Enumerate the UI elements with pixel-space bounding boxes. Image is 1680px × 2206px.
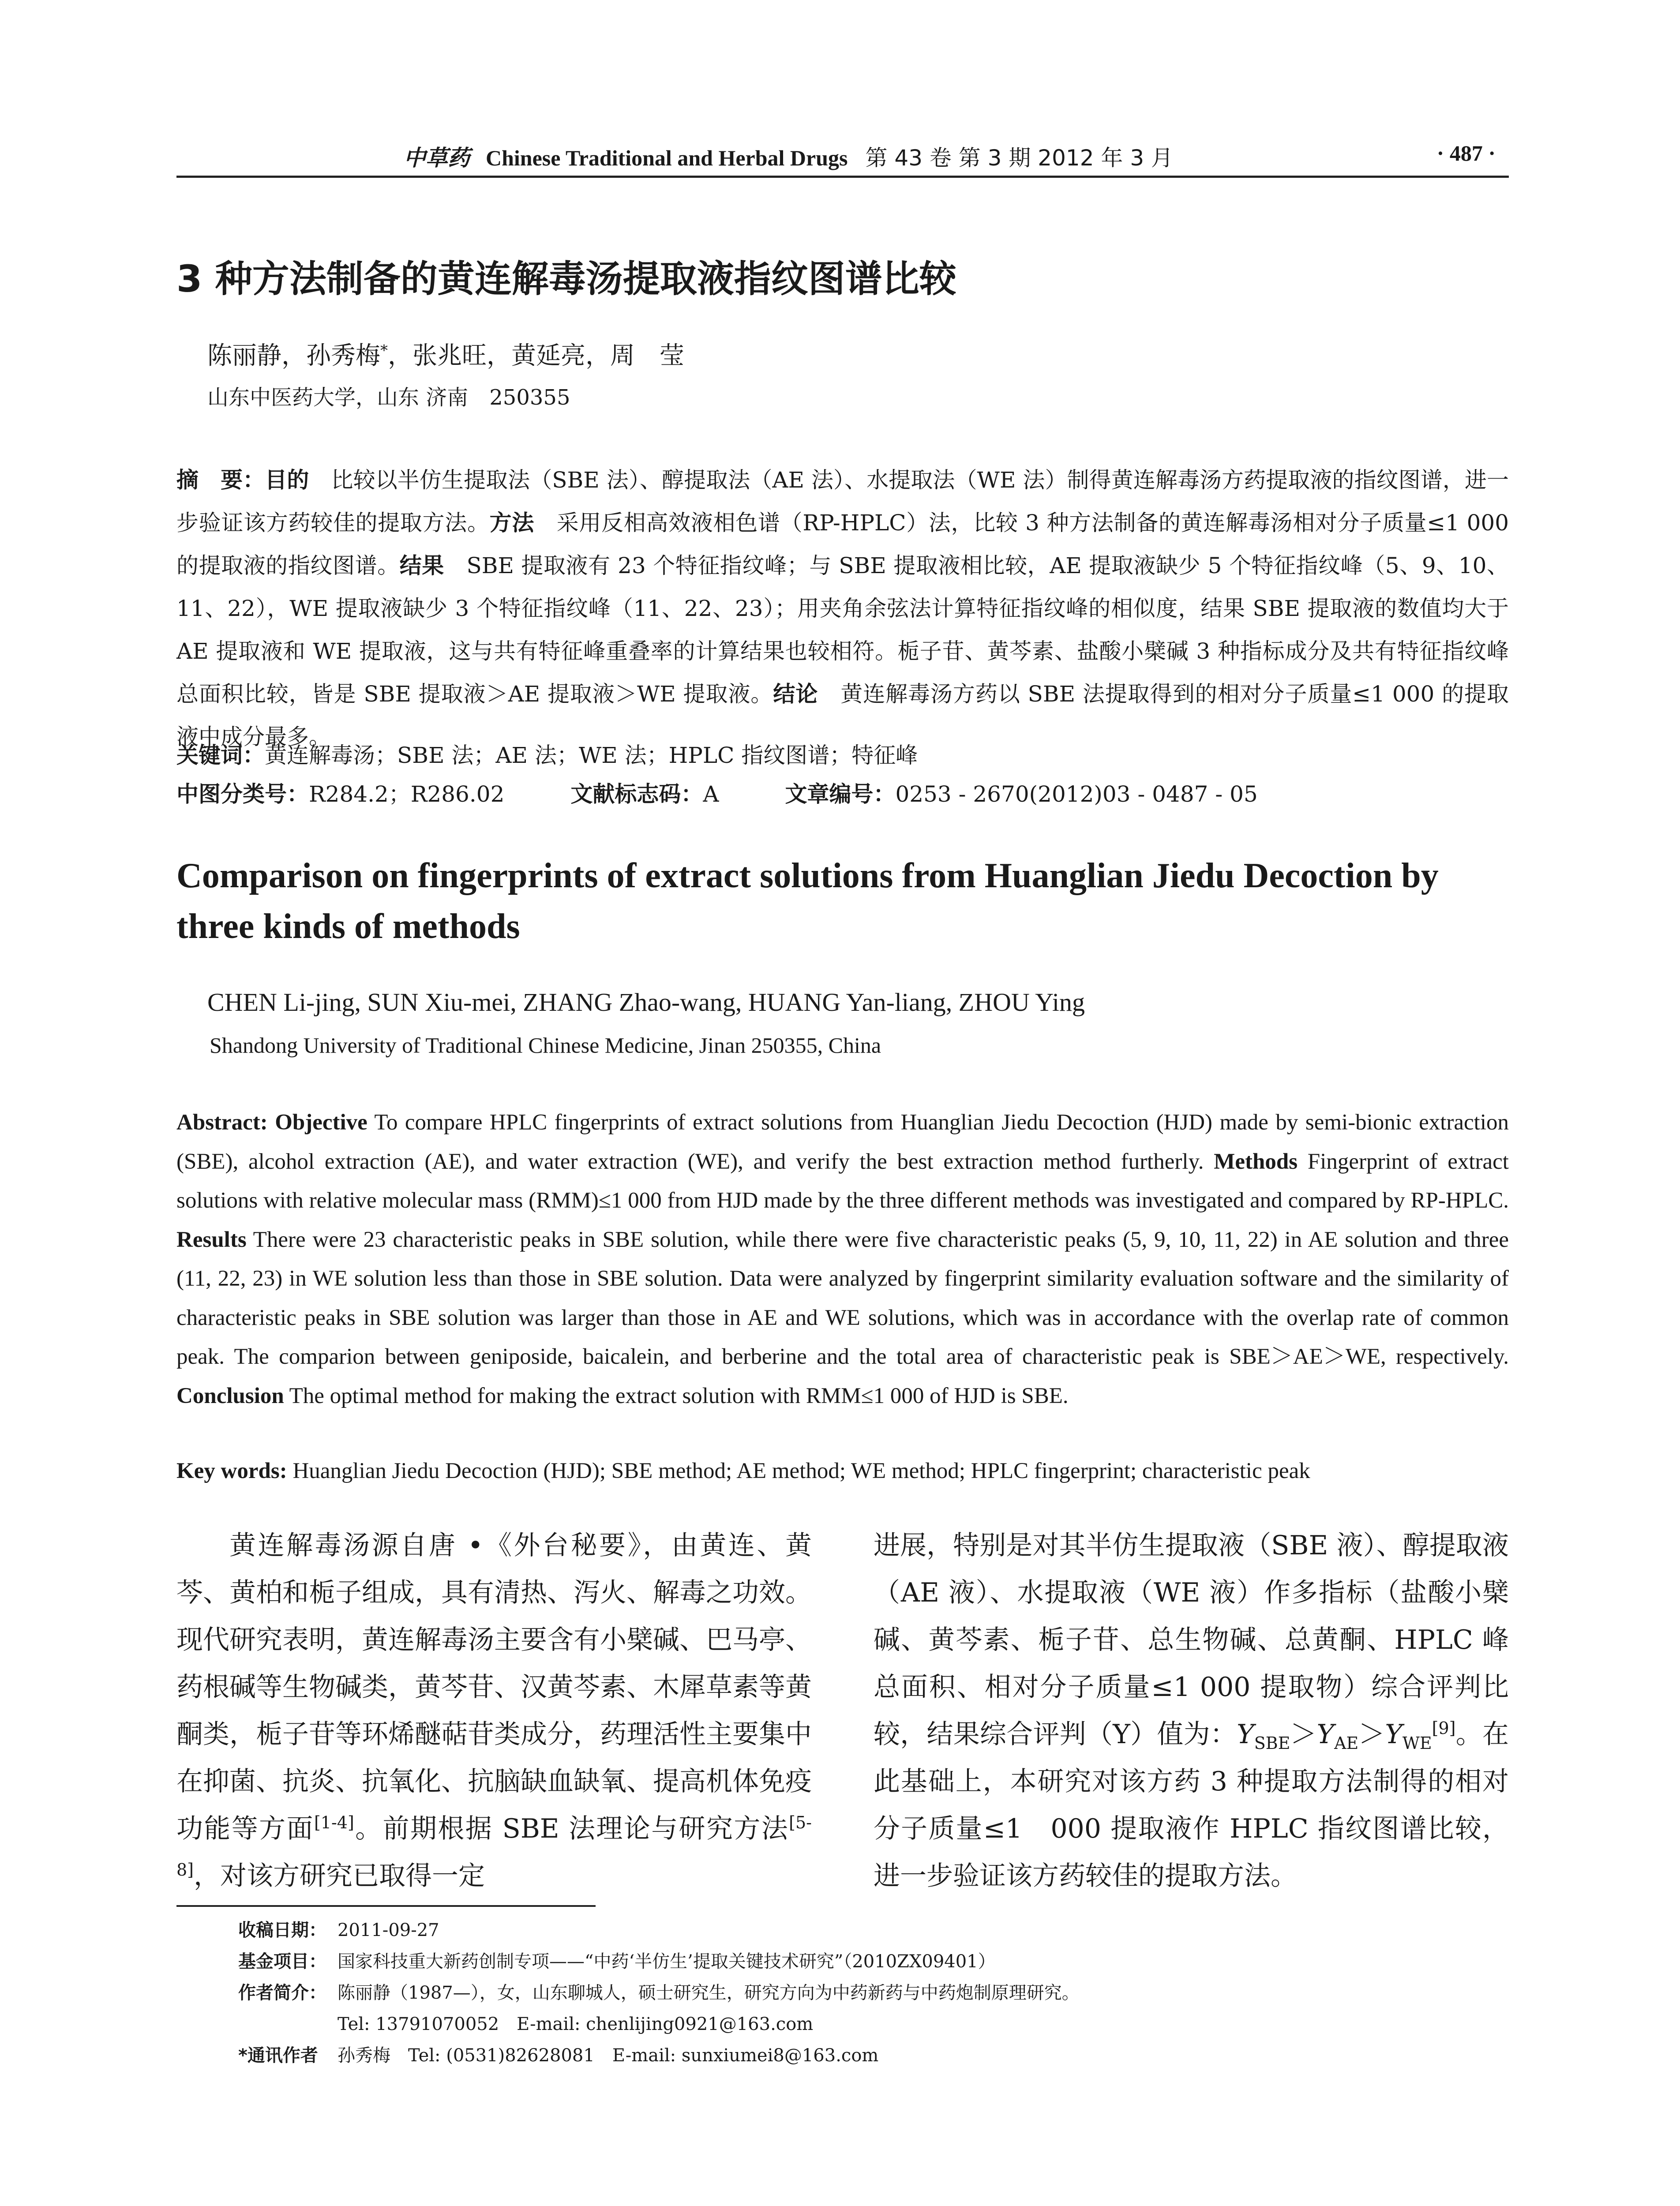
results-en-text: There were 23 characteristic peaks in SBE solution, while there were five characteristic peaks (5, 9, 10, 11, 22) in AE solution and three (11, 22, 23) in WE solution less than those in SBE solution. Data were analyzed by fingerprint similarity evaluation software and the similarity of characteristic peaks in SBE solution was larger than those in AE and WE solutions, which was in accordance with the overlap rate of common peak. The comparion between geniposide, baicalein, and berberine and the total area of characteristic peak is SBE＞AE＞WE, respectively. [176,1227,1509,1369]
methods-cn-label: 方法 [489,510,535,536]
conclusion-en-text: The optimal method for making the extract solution with RMM≤1 000 of HJD is SBE. [284,1383,1069,1408]
subscript-sbe: SBE [1254,1733,1290,1753]
clc-value: R284.2；R286.02 [309,781,505,807]
methods-en-label: Methods [1214,1149,1298,1174]
conclusion-en-label: Conclusion [176,1383,284,1408]
subscript-we: WE [1402,1733,1432,1753]
author-label: 作者简介： [238,1983,326,2003]
corresponding-label: *通讯作者 [238,2045,318,2066]
keywords-cn [176,738,1509,769]
doc-code-value: A [703,781,719,807]
page-number: · 487 · [1436,141,1496,165]
journal-name-cn: 中草药 [404,146,470,170]
y-symbol: Y [1385,1719,1402,1750]
body-left-text-1: 黄连解毒汤源自唐 •《外台秘要》，由黄连、黄芩、黄柏和栀子组成，具有清热、泻火、解毒之功效。现代研究表明，黄连解毒汤主要含有小檗碱、巴马亭、药根碱等生物碱类，黄芩苷、汉黄芩素、木犀草素等黄酮类，栀子苷等环烯醚萜苷类成分，药理活性主要集中在抑菌、抗炎、抗氧化、抗脑缺血缺氧、提高机体免疫功能等方面 [176,1530,812,1844]
citation-ref: [9] [1432,1718,1456,1738]
objective-en-label: Objective [275,1110,368,1135]
abstract-cn-label: 摘 要： [176,467,265,493]
greater-than: ＞ [1358,1719,1385,1750]
footnote-received [176,1915,1509,1946]
fund-label: 基金项目： [238,1951,326,1972]
body-column-right [874,1522,1509,1900]
results-en-label: Results [176,1227,247,1252]
keywords-en-text: Huanglian Jiedu Decoction (HJD); SBE method; AE method; WE method; HPLC fingerprint; characteristic peak [287,1459,1310,1483]
author-bio: 陈丽静（1987—），女，山东聊城人，硕士研究生，研究方向为中药新药与中药炮制原理研究。 [338,1983,1080,2003]
body-left-text-2: 。前期根据 SBE 法理论与研究方法 [354,1813,789,1844]
citation-ref: [1-4] [314,1813,354,1832]
doc-code-label: 文献标志码： [570,781,703,807]
authors-cn-part1: 陈丽静，孙秀梅 [207,341,380,370]
authors-en: CHEN Li-jing, SUN Xiu-mei, ZHANG Zhao-wang, HUANG Yan-liang, ZHOU Ying [207,988,1085,1017]
footnote-author-contact: Tel: 13791070052 E-mail: chenlijing0921@163.com [338,2014,814,2034]
keywords-cn-label: 关键词： [176,743,265,768]
journal-name-en: Chinese Traditional and Herbal Drugs [486,146,848,170]
footnote-fund [176,1946,1509,1977]
abstract-cn [176,459,1509,758]
keywords-en-label: Key words: [176,1459,287,1483]
abstract-en [176,1103,1509,1415]
corresponding-text: 孙秀梅 Tel: (0531)82628081 E-mail: sunxiumei8@163.com [338,2045,879,2066]
footnote-rule [176,1905,596,1907]
results-cn-label: 结果 [399,553,444,578]
title-cn: 3 种方法制备的黄连解毒汤提取液指纹图谱比较 [176,257,956,300]
methods-cn-text: 采用反相高效液相色谱（RP-HPLC）法，比较 3 种方法制备的黄连解毒汤相对分子质量≤1 000 的提取液的指纹图谱。 [176,510,1509,578]
objective-cn-label: 目的 [265,467,309,493]
received-date: 2011-09-27 [338,1920,439,1940]
running-header [176,140,1509,178]
body-left-text-3: ，对该方研究已取得一定 [194,1861,485,1891]
objective-cn-text: 比较以半仿生提取法（SBE 法）、醇提取法（AE 法）、水提取法（WE 法）制得黄连解毒汤方药提取液的指纹图谱，进一步验证该方药较佳的提取方法。 [176,467,1509,536]
affiliation-cn: 山东中医药大学，山东 济南 250355 [207,385,570,410]
citation-ref: [5-8] [176,1813,812,1880]
clc-label: 中图分类号： [176,781,309,807]
body-right-text-2: 。在此基础上，本研究对该方药 3 种提取方法制得的相对分子质量≤1 000 提取液作 HPLC 指纹图谱比较，进一步验证该方药较佳的提取方法。 [874,1719,1509,1891]
authors-cn [207,336,684,371]
journal-name [404,140,1173,172]
greater-than: ＞ [1290,1719,1317,1750]
methods-en-text: Fingerprint of extract solutions with relative molecular mass (RMM)≤1 000 from HJD made by the three different methods was investigated and compared by RP-HPLC. [176,1149,1509,1213]
keywords-cn-text: 黄连解毒汤；SBE 法；AE 法；WE 法；HPLC 指纹图谱；特征峰 [265,743,918,768]
subscript-ae: AE [1334,1733,1359,1753]
footnotes [176,1915,1509,2071]
abstract-en-label: Abstract: [176,1110,268,1135]
fund-text: 国家科技重大新药创制专项——“中药‘半仿生’提取关键技术研究”（2010ZX09401） [338,1951,996,1972]
corresponding-mark: * [380,341,388,360]
article-no-value: 0253 - 2670(2012)03 - 0487 - 05 [895,781,1258,807]
keywords-en [176,1458,1509,1484]
volume-issue: 第 43 卷 第 3 期 2012 年 3 月 [865,145,1174,171]
conclusion-cn-label: 结论 [773,681,818,707]
article-no-label: 文章编号： [785,781,896,807]
body-column-left [176,1522,812,1900]
footnote-corresponding [176,2040,1509,2071]
title-en: Comparison on fingerprints of extract solutions from Huanglian Jiedu Decoction by three kinds of methods [176,856,1439,946]
results-cn-text: SBE 提取液有 23 个特征指纹峰；与 SBE 提取液相比较，AE 提取液缺少 5 个特征指纹峰（5、9、10、11、22），WE 提取液缺少 3 个特征指纹峰（11、22、23）；用夹角余弦法计算特征指纹峰的相似度，结果 SBE 提取液的数值均大于 AE 提取液和 WE 提取液，这与共有特征峰重叠率的计算结果也较相符。栀子苷、黄芩素、盐酸小檗碱 3 种指标成分及共有特征指纹峰总面积比较，皆是 SBE 提取液＞AE 提取液＞WE 提取液。 [176,553,1509,707]
conclusion-cn-text: 黄连解毒汤方药以 SBE 法提取得到的相对分子质量≤1 000 的提取液中成分最多。 [176,681,1509,750]
y-symbol: Y [1237,1719,1254,1750]
footnote-author [176,1977,1509,2009]
affiliation-en: Shandong University of Traditional Chinese Medicine, Jinan 250355, China [210,1033,881,1058]
authors-cn-part2: ，张兆旺，黄延亮，周 莹 [388,341,684,370]
body-right-text-1: 进展，特别是对其半仿生提取液（SBE 液）、醇提取液（AE 液）、水提取液（WE 液）作多指标（盐酸小檗碱、黄芩素、栀子苷、总生物碱、总黄酮、HPLC 峰总面积、相对分子质量≤1 000 提取物）综合评判比较，结果综合评判（Y）值为： [874,1530,1509,1750]
received-label: 收稿日期： [238,1920,326,1940]
classification-line [176,777,1509,808]
objective-en-text: To compare HPLC fingerprints of extract solutions from Huanglian Jiedu Decoction (HJD) made by semi-bionic extraction (SBE), alcohol extraction (AE), and water extraction (WE), and verify the best extraction method furtherly. [176,1110,1509,1174]
y-symbol: Y [1316,1719,1335,1750]
